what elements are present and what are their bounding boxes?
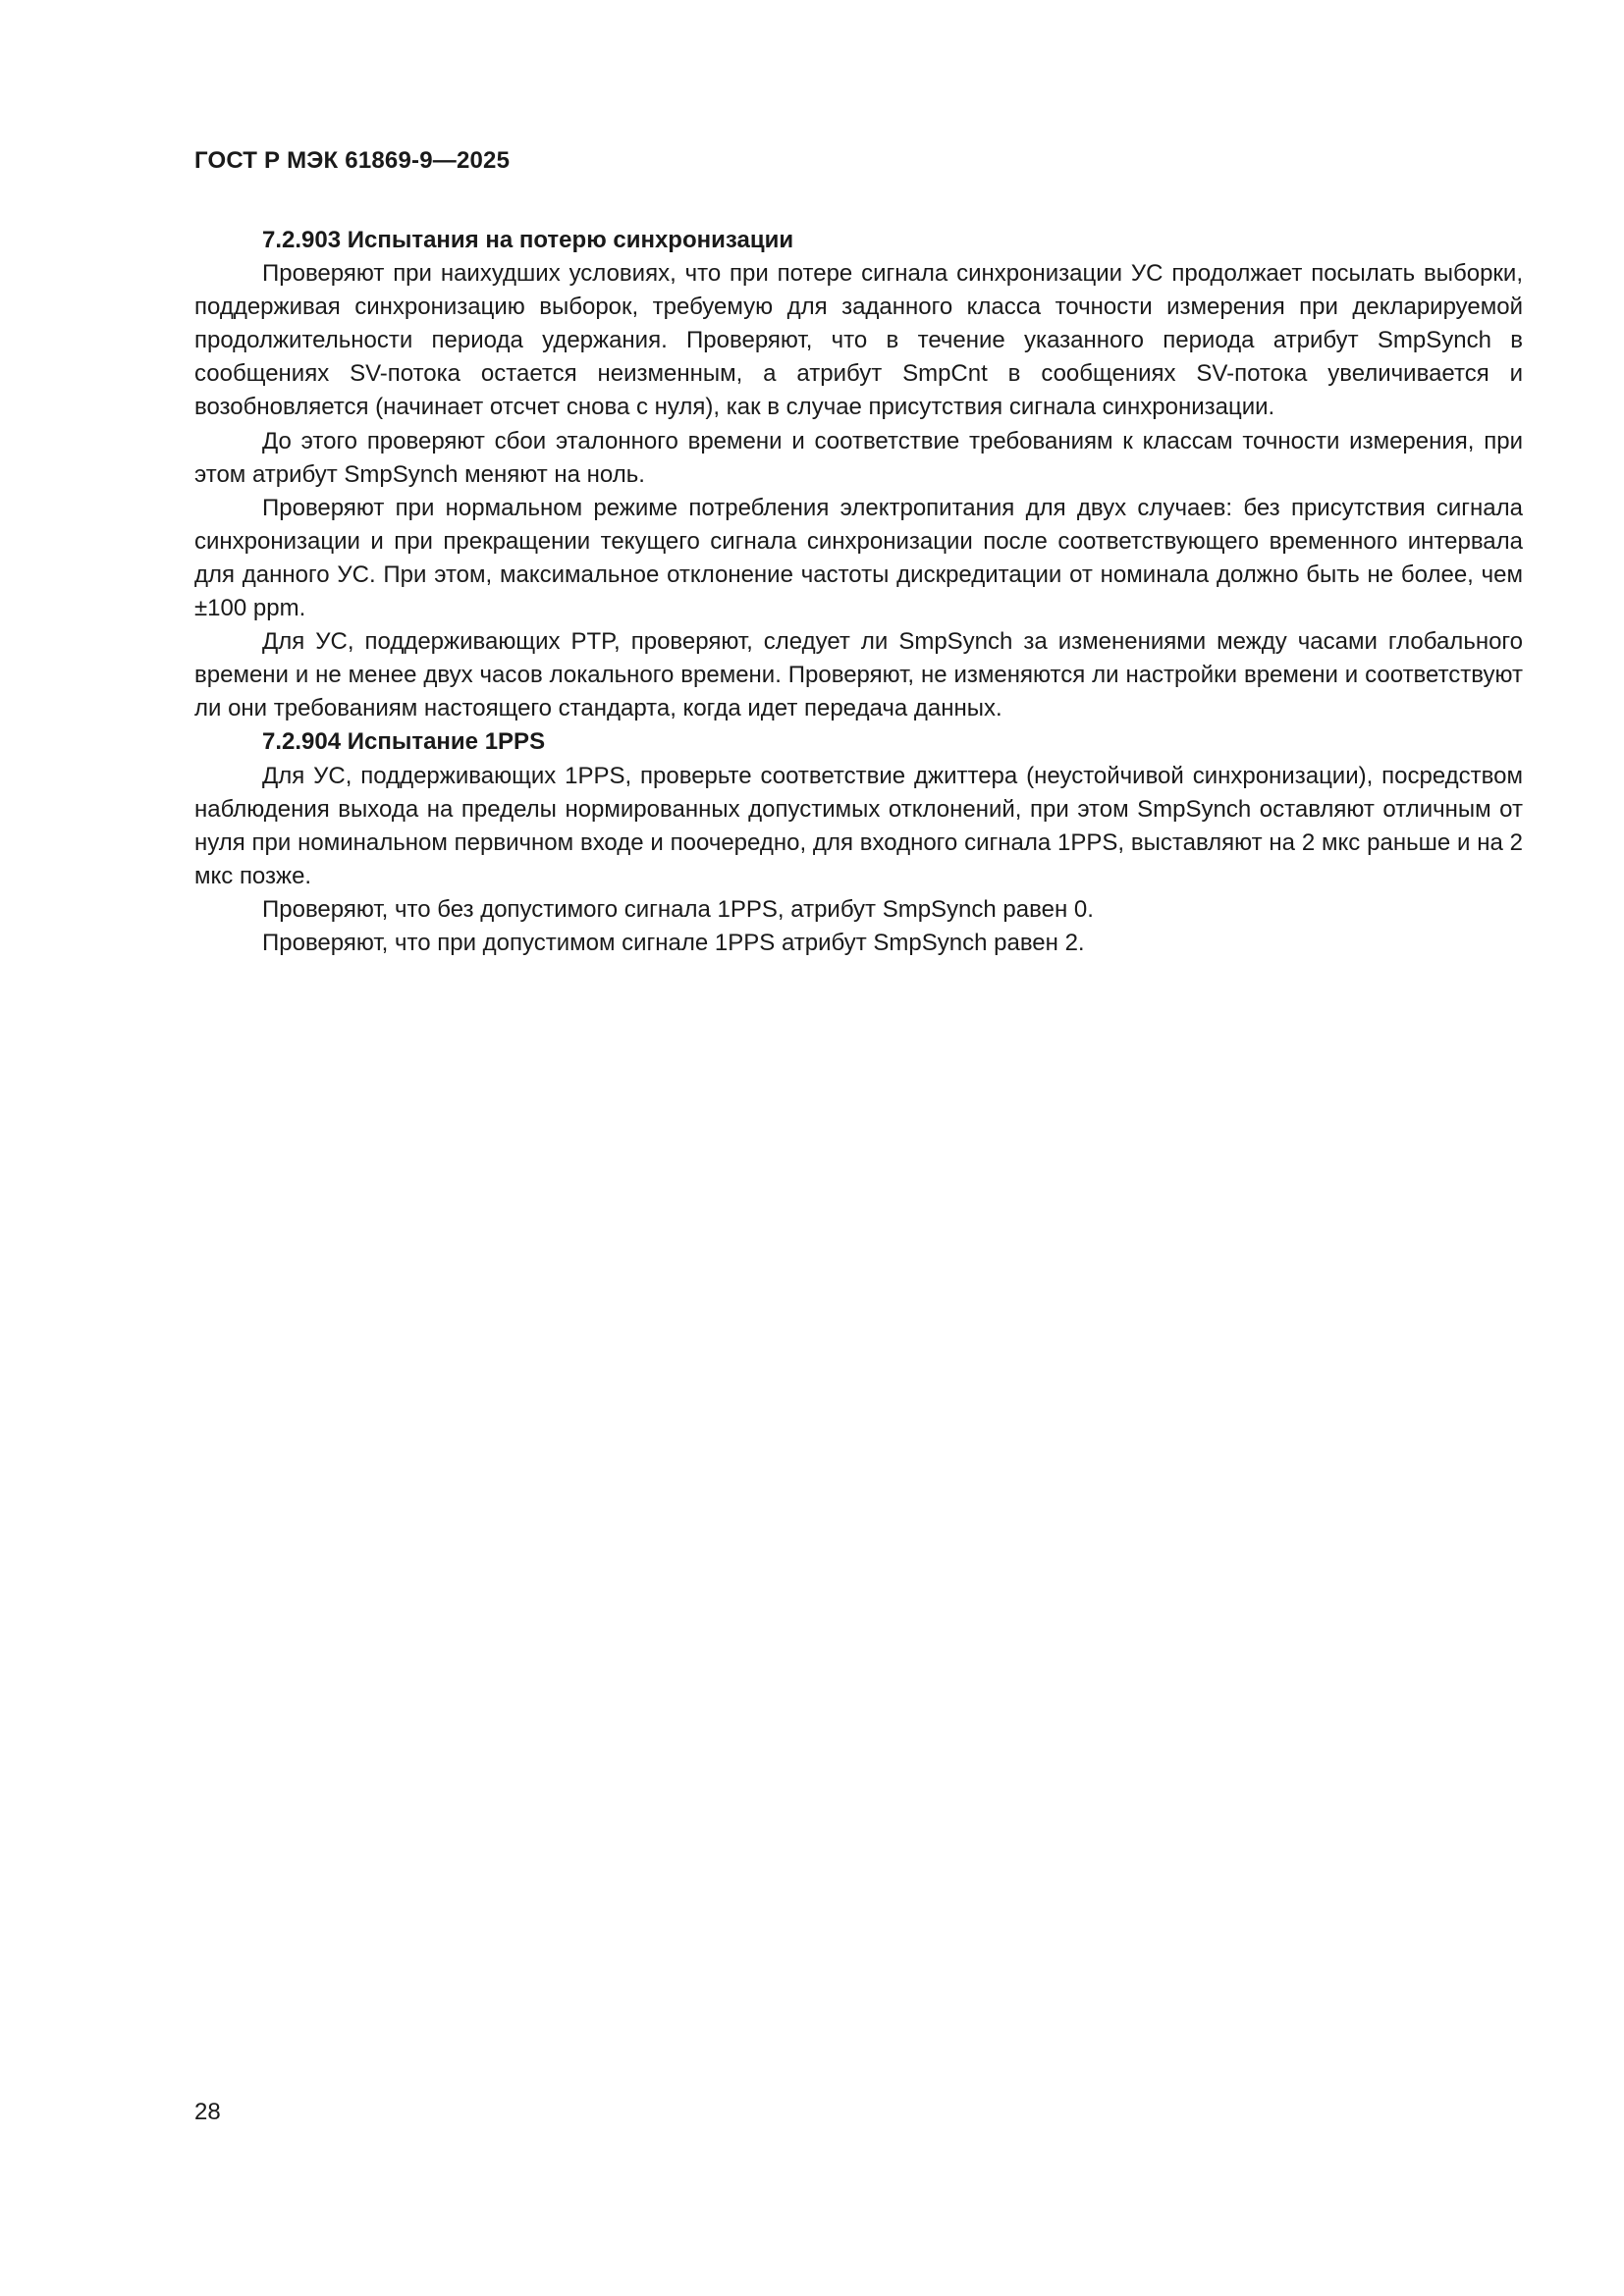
paragraph: Для УС, поддерживающих PTP, проверяют, следует ли SmpSynch за изменениями между часами глобального времени и не менее двух часов локального времени. Проверяют, не изменяются ли настройки времени и соответствуют ли они требованиям настоящего стандарта, когда идет передача данных.	[194, 628, 1523, 722]
page-number: 28	[194, 2099, 221, 2125]
section-heading: 7.2.903 Испытания на потерю синхронизации	[262, 227, 794, 253]
section-7-2-903	[194, 224, 1523, 725]
paragraph: Проверяют, что без допустимого сигнала 1PPS, атрибут SmpSynch равен 0.	[262, 895, 1094, 923]
document-body	[194, 224, 1523, 960]
paragraph: Проверяют при нормальном режиме потребления электропитания для двух случаев: без присутствия сигнала синхронизации и при прекращении текущего сигнала синхронизации после соответствующего временного интервала для данного УС. При этом, максимальное отклонение частоты дискредитации от номинала должно быть не более, чем ±100 ppm.	[194, 494, 1523, 622]
paragraph: Проверяют при наихудших условиях, что при потере сигнала синхронизации УС продолжает посылать выборки, поддерживая синхронизацию выборок, требуемую для заданного класса точности измерения при декларируемой продолжительности периода удержания. Проверяют, что в течение указанного периода атрибут SmpSynch в сообщениях SV-потока остается неизменным, а атрибут SmpCnt в сообщениях SV-потока увеличивается и возобновляется (начинает отсчет снова с нуля), как в случае присутствия сигнала синхронизации.	[194, 260, 1523, 421]
section-7-2-904	[194, 725, 1523, 960]
document-header: ГОСТ Р МЭК 61869-9—2025	[194, 147, 511, 174]
paragraph: Проверяют, что при допустимом сигнале 1PPS атрибут SmpSynch равен 2.	[262, 929, 1085, 956]
section-heading: 7.2.904 Испытание 1PPS	[262, 728, 546, 756]
paragraph: Для УС, поддерживающих 1PPS, проверьте соответствие джиттера (неустойчивой синхронизации), посредством наблюдения выхода на пределы нормированных допустимых отклонений, при этом SmpSynch оставляют отличным от нуля при номинальном первичном входе и поочередно, для входного сигнала 1PPS, выставляют на 2 мкс раньше и на 2 мкс позже.	[194, 762, 1523, 889]
paragraph: До этого проверяют сбои эталонного времени и соответствие требованиям к классам точности измерения, при этом атрибут SmpSynch меняют на ноль.	[194, 427, 1523, 488]
